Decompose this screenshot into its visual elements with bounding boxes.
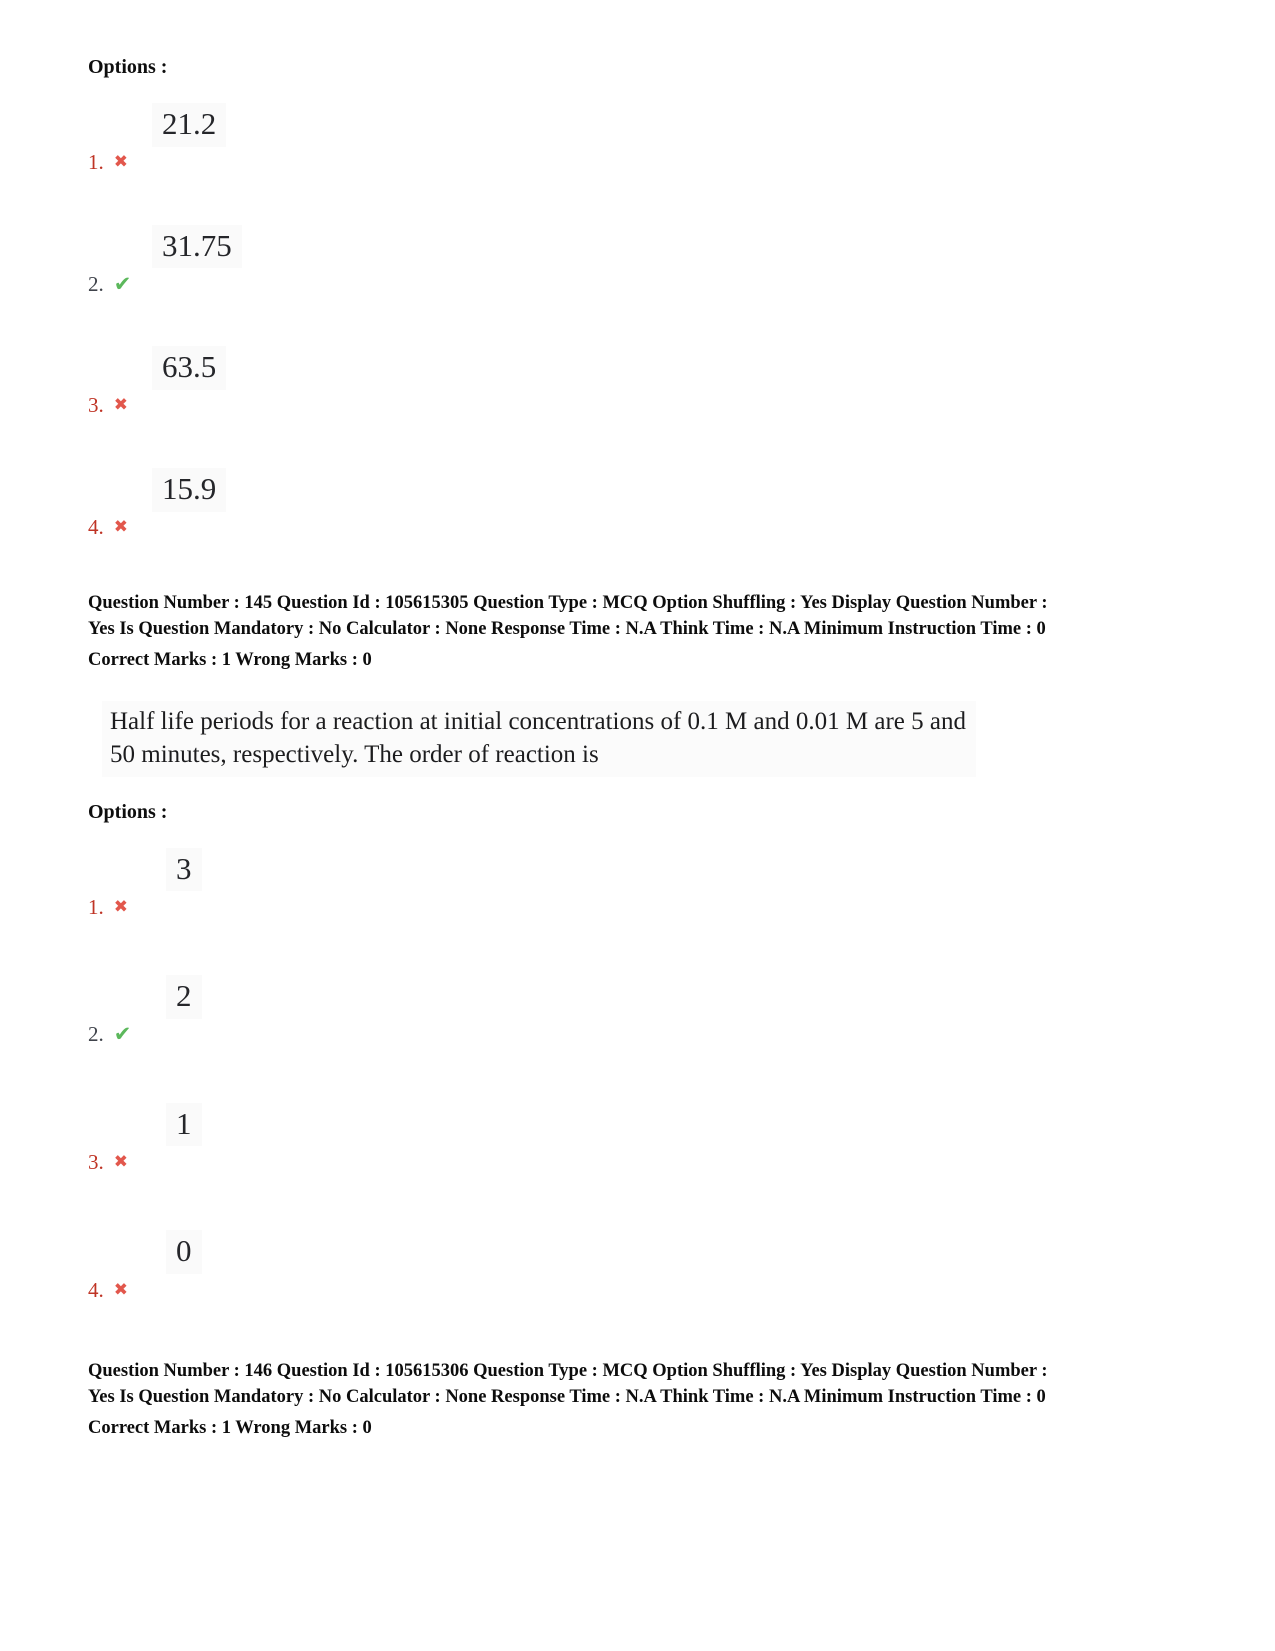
cross-icon: ✖	[113, 152, 128, 173]
question-145-text	[102, 701, 976, 777]
cross-icon: ✖	[113, 1151, 128, 1172]
cross-icon: ✖	[113, 1279, 128, 1300]
option-number: 4.	[88, 515, 104, 540]
option-status	[88, 1023, 1190, 1047]
option-value: 21.2	[152, 103, 226, 147]
question-text-line-2: 50 minutes, respectively. The order of reaction is	[110, 740, 599, 768]
option-row-1	[88, 848, 1190, 920]
option-status	[88, 394, 1190, 418]
option-row-2	[88, 225, 1190, 297]
option-status	[88, 272, 1190, 296]
check-icon: ✔	[113, 1022, 132, 1047]
option-number: 1.	[88, 894, 104, 919]
option-status	[88, 516, 1190, 540]
option-number: 3.	[88, 1149, 104, 1174]
option-status	[88, 1278, 1190, 1302]
option-value: 2	[166, 975, 202, 1019]
exam-document-page	[88, 56, 1190, 1441]
option-value: 15.9	[152, 468, 226, 512]
option-status	[88, 151, 1190, 175]
meta-line-3: Correct Marks : 1 Wrong Marks : 0	[88, 1418, 372, 1439]
option-row-2	[88, 975, 1190, 1047]
option-value: 31.75	[152, 225, 242, 269]
option-row-4	[88, 1230, 1190, 1302]
option-value: 63.5	[152, 346, 226, 390]
option-number: 4.	[88, 1277, 104, 1302]
option-row-1	[88, 103, 1190, 175]
question-145-options-section	[88, 801, 1190, 1303]
meta-line-3: Correct Marks : 1 Wrong Marks : 0	[88, 649, 372, 670]
meta-line-2: Yes Is Question Mandatory : No Calculator : None Response Time : N.A Think Time : N.A Minimum Instruction Time : 0	[88, 1387, 1046, 1408]
option-value: 0	[166, 1230, 202, 1274]
previous-question-options-section	[88, 56, 1190, 540]
options-heading: Options :	[88, 56, 168, 78]
option-number: 1.	[88, 150, 104, 175]
cross-icon: ✖	[113, 517, 128, 538]
question-145-metadata	[88, 590, 1190, 673]
option-row-4	[88, 468, 1190, 540]
option-status	[88, 1150, 1190, 1174]
option-number: 2.	[88, 1022, 104, 1047]
option-status	[88, 895, 1190, 919]
question-146-metadata	[88, 1358, 1190, 1441]
option-number: 2.	[88, 271, 104, 296]
meta-line-1: Question Number : 146 Question Id : 105615306 Question Type : MCQ Option Shuffling : Yes Display Question Number :	[88, 1361, 1048, 1382]
question-text-line-1: Half life periods for a reaction at initial concentrations of 0.1 M and 0.01 M are 5 and	[110, 707, 966, 735]
meta-line-1: Question Number : 145 Question Id : 105615305 Question Type : MCQ Option Shuffling : Yes Display Question Number :	[88, 592, 1048, 613]
option-row-3	[88, 346, 1190, 418]
option-value: 1	[166, 1103, 202, 1147]
options-heading: Options :	[88, 800, 168, 823]
option-row-3	[88, 1103, 1190, 1175]
option-value: 3	[166, 848, 202, 892]
meta-line-2: Yes Is Question Mandatory : No Calculator : None Response Time : N.A Think Time : N.A Minimum Instruction Time : 0	[88, 618, 1046, 639]
cross-icon: ✖	[113, 395, 128, 416]
cross-icon: ✖	[113, 896, 128, 917]
check-icon: ✔	[113, 271, 132, 296]
option-number: 3.	[88, 393, 104, 418]
